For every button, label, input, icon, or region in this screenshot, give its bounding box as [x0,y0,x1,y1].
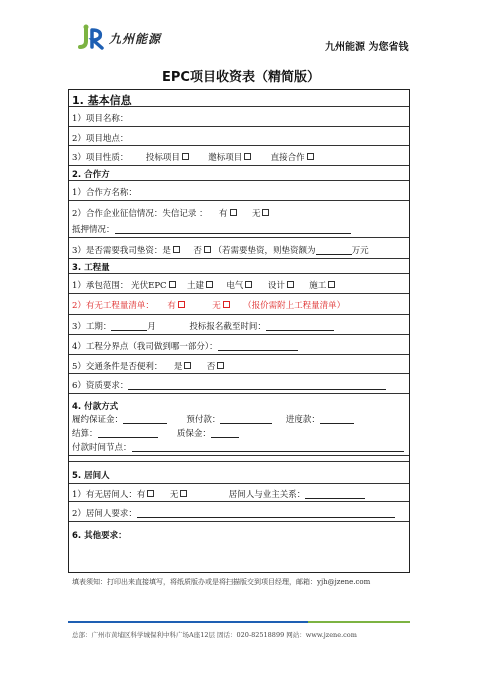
scope-pv-label: 光伏EPC [131,281,167,291]
boq-label: 2）有无工程量清单： [72,301,154,311]
scope-design-checkbox[interactable] [287,281,294,288]
qualification-row [69,374,409,394]
traffic-no-checkbox[interactable] [217,362,224,369]
bill-of-quantities-row [69,294,409,315]
project-location-row[interactable] [69,127,409,146]
traffic-row [69,355,409,374]
fill-instructions: 填表须知：打印出来直接填写，将纸质版办或是将扫描版交到项目经理，邮箱：yjh@jzene.com [72,578,371,586]
boundary-row [69,335,409,355]
boundary-input[interactable] [218,342,298,351]
slogan: 九州能源 为您省钱 [325,42,409,53]
intermediary-no-checkbox[interactable] [180,490,187,497]
boq-yes-checkbox[interactable] [178,301,185,308]
scope-elec-label: 电气 [226,281,244,291]
credit-yes-label: 有 [219,209,228,219]
performance-bond-label: 履约保证金： [72,415,124,425]
form-table [68,89,410,573]
section-heading: 1. 基本信息 [72,94,132,107]
settlement-input[interactable] [98,429,158,438]
advance-funding-row [69,238,409,259]
boundary-label: 4）工程分界点（我司做到哪一部分）： [72,342,218,352]
project-type-label: 3）项目性质： [72,153,129,163]
partner-name-row[interactable] [69,181,409,201]
other-requirements-row[interactable] [69,522,409,572]
deadline-input[interactable] [266,322,334,331]
footer-divider [68,621,410,624]
option-bid-label: 投标项目 [145,153,180,163]
section-heading: 6. 其他要求： [72,531,127,541]
scope-design-label: 设计 [267,281,285,291]
invite-checkbox[interactable] [244,153,251,160]
intermediary-label: 1）有无居间人：有 [72,490,146,500]
advance-label: 预付款： [186,415,221,425]
relation-label: 居间人与业主关系： [228,490,306,500]
duration-unit: 月 [147,322,156,332]
option-invite-label: 邀标项目 [208,153,243,163]
page-title: EPC项目收资表（精简版） [162,70,320,85]
intermediary-req-row [69,502,409,522]
project-name-label: 1）项目名称： [72,114,129,124]
section-partner-header [69,166,409,181]
warranty-label: 质保金： [176,429,211,439]
warranty-input[interactable] [211,429,239,438]
jz-logo-icon [76,24,106,50]
traffic-yes-label: 是 [173,362,183,372]
funding-unit: 万元 [351,246,369,256]
performance-bond-input[interactable] [123,415,167,424]
relation-input[interactable] [305,490,365,499]
partner-name-label: 1）合作方名称： [72,188,137,198]
scope-build-checkbox[interactable] [328,281,335,288]
section-basic-header [69,90,409,107]
duration-row [69,315,409,335]
pay-time-label: 付款时间节点： [72,443,132,453]
company-name: 九州能源 [109,32,162,46]
credit-yes-checkbox[interactable] [230,209,237,216]
footer-contact: 总部：广州市黄埔区科学城保利中科广场A座12层 固话：020-82518899 网站：www.jzene.com [72,631,357,639]
project-name-row[interactable] [69,107,409,127]
boq-no-label: 无 [212,301,221,311]
settlement-label: 结算： [72,429,98,439]
credit-no-label: 无 [251,209,261,219]
advance-input[interactable] [220,415,272,424]
page-header [0,0,482,60]
boq-no-checkbox[interactable] [223,301,230,308]
progress-input[interactable] [320,415,354,424]
scope-build-label: 施工 [309,281,327,291]
qualification-input[interactable] [128,381,386,390]
qualification-label: 6）资质要求： [72,381,129,391]
funding-amount-input[interactable] [316,246,352,255]
funding-label: 3）是否需要我司垫资：是 [72,246,171,256]
pay-time-input[interactable] [132,443,404,452]
scope-pv-checkbox[interactable] [169,281,176,288]
scope-civil-label: 土建 [186,281,204,291]
section-heading: 2. 合作方 [72,170,110,180]
funding-no-label: 否 [193,246,202,256]
project-location-label: 2）项目地点： [72,134,129,144]
credit-label: 2）合作企业征信情况：失信记录 ： [72,209,208,219]
project-type-row [69,146,409,166]
company-logo [76,24,186,52]
boq-note: （报价需附上工程量清单） [243,301,346,311]
traffic-no-label: 否 [206,362,216,372]
intermediary-row [69,484,409,502]
scope-elec-checkbox[interactable] [245,281,252,288]
section-payment [69,394,409,456]
intermediary-req-input[interactable] [137,509,395,518]
duration-input[interactable] [111,322,147,331]
intermediary-no-label: 无 [169,490,179,500]
option-direct-label: 直接合作 [270,153,305,163]
section-heading: 4. 付款方式 [72,402,119,412]
funding-no-checkbox[interactable] [204,246,211,253]
boq-yes-label: 有 [167,301,176,311]
section-intermediary-header [69,462,409,484]
credit-no-checkbox[interactable] [262,209,269,216]
traffic-label: 5）交通条件是否便利： [72,362,163,372]
funding-yes-checkbox[interactable] [173,246,180,253]
mortgage-label: 抵押情况： [72,225,115,235]
mortgage-input[interactable] [115,225,351,234]
traffic-yes-checkbox[interactable] [184,362,191,369]
duration-label: 3）工期： [72,322,112,332]
deadline-label: 投标报名截至时间： [189,322,266,332]
scope-row [69,274,409,294]
direct-checkbox[interactable] [307,153,314,160]
progress-label: 进度款： [285,415,320,425]
intermediary-req-label: 2）居间人要求： [72,509,137,519]
scope-civil-checkbox[interactable] [206,281,213,288]
section-heading: 5. 居间人 [72,471,110,481]
partner-credit-row [69,201,409,238]
funding-hint: （若需要垫资，则垫资额为 [213,246,316,256]
scope-label: 1）承包范围： [72,281,129,291]
intermediary-yes-checkbox[interactable] [147,490,154,497]
bid-checkbox[interactable] [182,153,189,160]
section-workload-header [69,259,409,274]
section-heading: 3. 工程量 [72,263,110,273]
